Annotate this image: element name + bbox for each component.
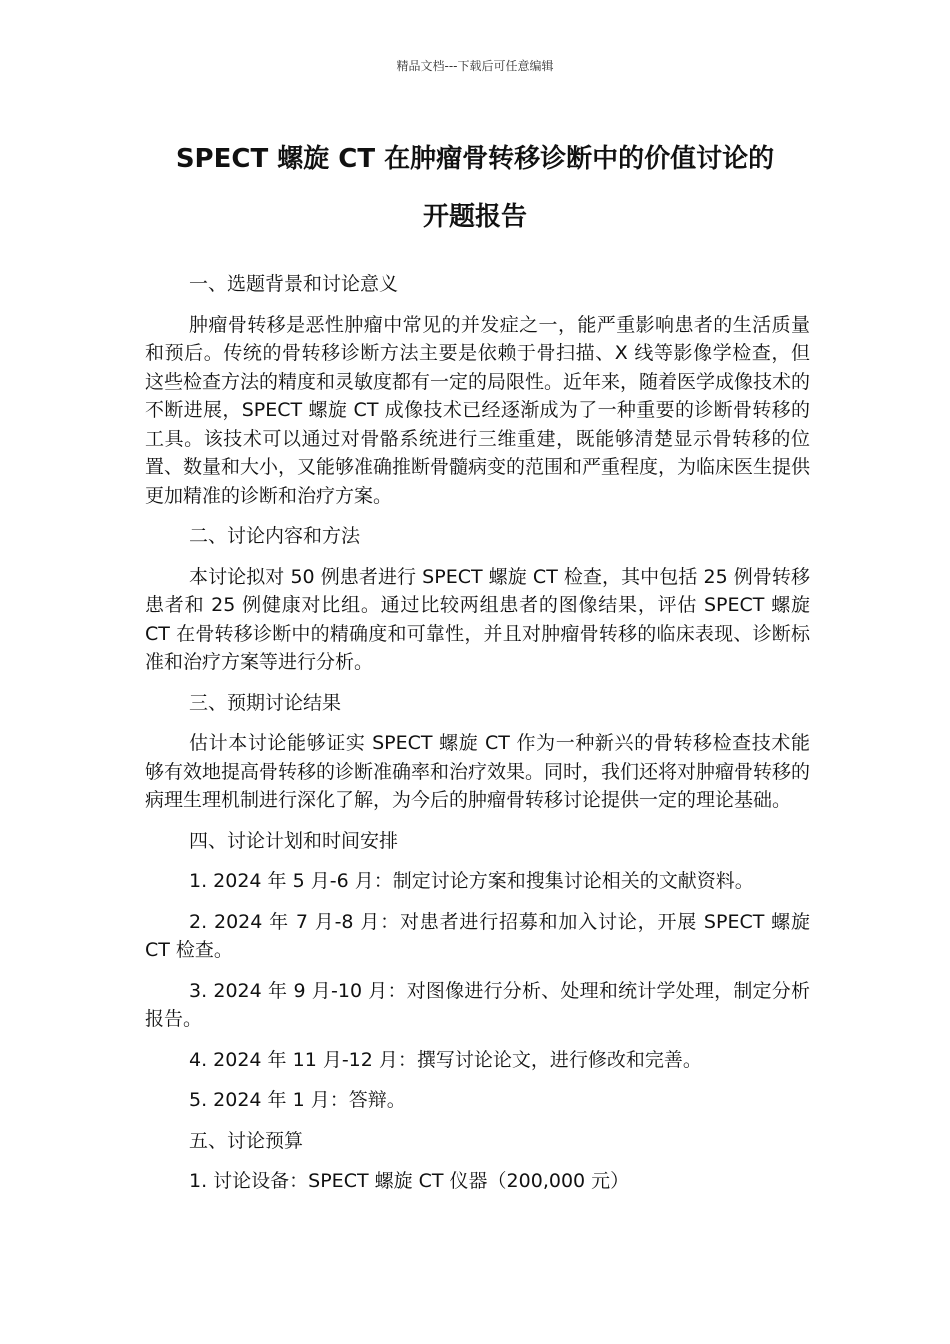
schedule-item: 3. 2024 年 9 月-10 月：对图像进行分析、处理和统计学处理，制定分析报告。 bbox=[145, 979, 810, 1030]
section-text-content-methods: 本讨论拟对 50 例患者进行 SPECT 螺旋 CT 检查，其中包括 25 例骨转移患者和 25 例健康对比组。通过比较两组患者的图像结果，评估 SPECT 螺旋 CT 在骨转移诊断中的精确度和可靠性，并且对肿瘤骨转移的临床表现、诊断标准和治疗方案等进行分析。 bbox=[145, 565, 810, 673]
budget-item: 1. 讨论设备：SPECT 螺旋 CT 仪器（200,000 元） bbox=[189, 1170, 630, 1192]
document-title bbox=[100, 130, 850, 246]
section-text-expected-results: 估计本讨论能够证实 SPECT 螺旋 CT 作为一种新兴的骨转移检查技术能够有效地提高骨转移的诊断准确率和治疗效果。同时，我们还将对肿瘤骨转移的病理生理机制进行深化了解，为今后的肿瘤骨转移讨论提供一定的理论基础。 bbox=[145, 732, 811, 811]
section-heading-budget: 五、讨论预算 bbox=[189, 1129, 304, 1152]
schedule-item: 1. 2024 年 5 月-6 月：制定讨论方案和搜集讨论相关的文献资料。 bbox=[189, 870, 754, 892]
schedule-item: 4. 2024 年 11 月-12 月：撰写讨论论文，进行修改和完善。 bbox=[189, 1048, 702, 1071]
section-heading-expected-results: 三、预期讨论结果 bbox=[189, 691, 342, 714]
schedule-item: 2. 2024 年 7 月-8 月：对患者进行招募和加入讨论，开展 SPECT 螺旋 CT 检查。 bbox=[145, 910, 810, 961]
page-header: 精品文档---下载后可任意编辑 bbox=[396, 59, 554, 73]
document-body bbox=[145, 270, 810, 1208]
section-heading-content-methods: 二、讨论内容和方法 bbox=[189, 525, 361, 547]
section-heading-schedule: 四、讨论计划和时间安排 bbox=[189, 829, 399, 852]
title-line-2: 开题报告 bbox=[422, 202, 527, 232]
title-line-1: SPECT 螺旋 CT 在肿瘤骨转移诊断中的价值讨论的 bbox=[175, 144, 775, 174]
schedule-item: 5. 2024 年 1 月：答辩。 bbox=[189, 1089, 406, 1111]
section-heading-background: 一、选题背景和讨论意义 bbox=[189, 273, 399, 295]
section-text-background: 肿瘤骨转移是恶性肿瘤中常见的并发症之一，能严重影响患者的生活质量和预后。传统的骨转移诊断方法主要是依赖于骨扫描、X 线等影像学检查，但这些检查方法的精度和灵敏度都有一定的局限性。近年来，随着医学成像技术的不断进展，SPECT 螺旋 CT 成像技术已经逐渐成为了一种重要的诊断骨转移的工具。该技术可以通过对骨骼系统进行三维重建，既能够清楚显示骨转移的位置、数量和大小，又能够准确推断骨髓病变的范围和严重程度，为临床医生提供更加精准的诊断和治疗方案。 bbox=[145, 313, 811, 507]
